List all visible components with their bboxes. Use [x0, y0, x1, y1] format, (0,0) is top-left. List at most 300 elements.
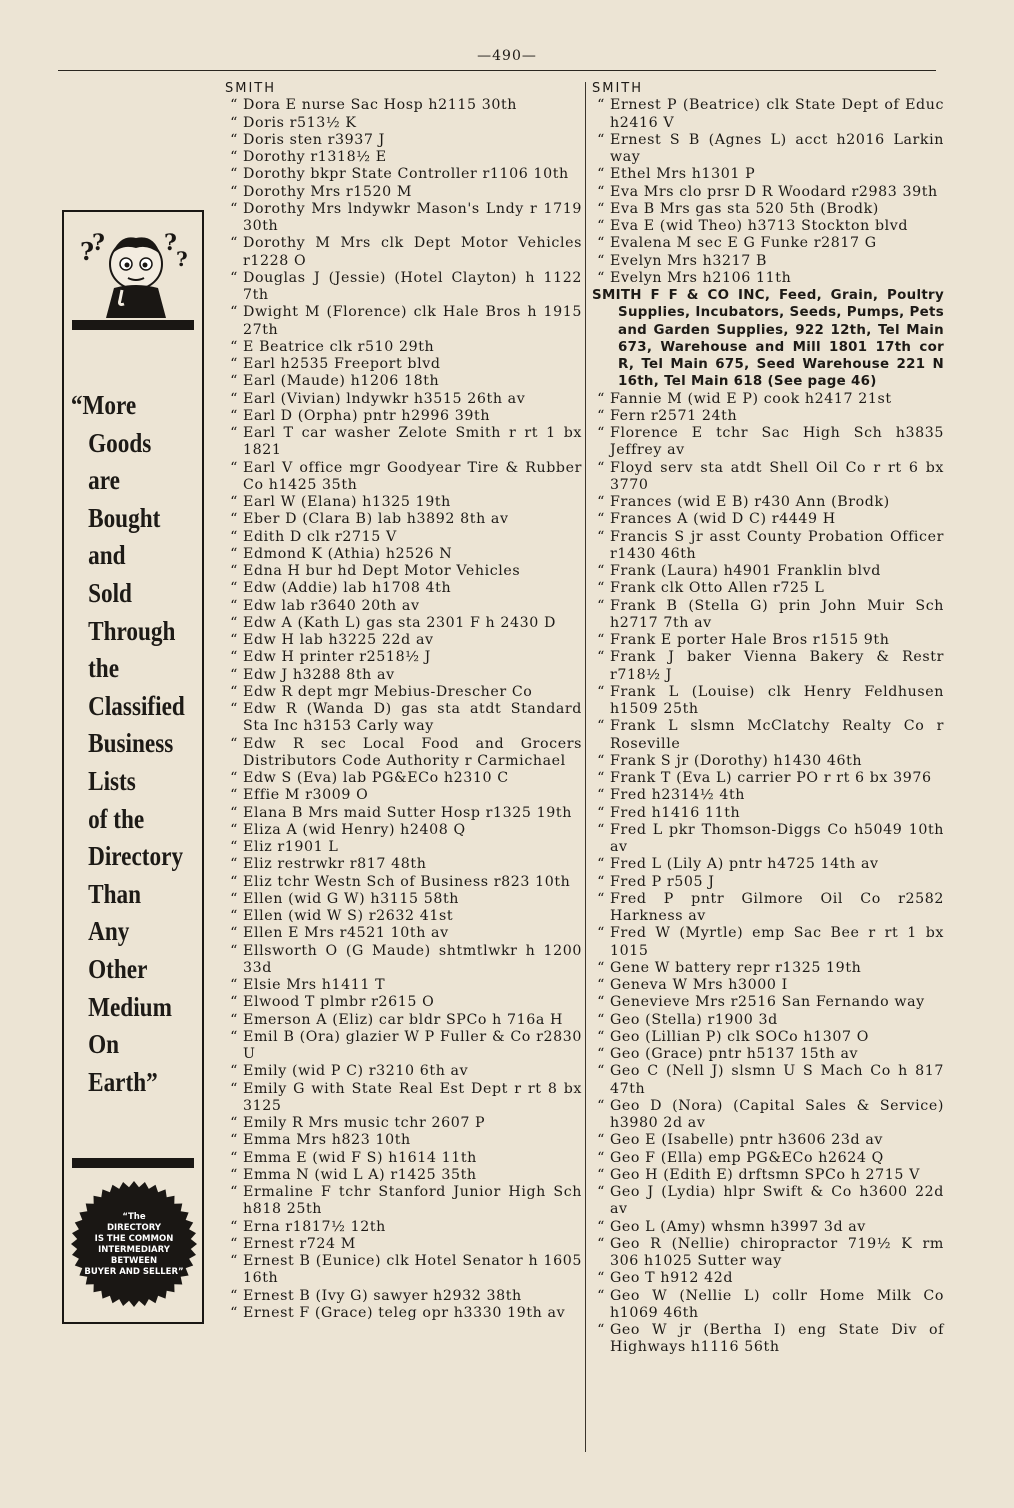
ad-slogan — [64, 387, 183, 1101]
entry-text: Fern r2571 24th — [610, 407, 738, 424]
ditto-mark: “ — [230, 563, 238, 579]
ditto-mark: “ — [230, 528, 238, 545]
directory-entry — [225, 925, 582, 942]
directory-entry — [225, 546, 582, 563]
entry-text: Dorothy bkpr State Controller r1106 10th — [243, 166, 569, 183]
entry-text: Geo (Grace) pntr h5137 15th av — [610, 1046, 859, 1062]
ditto-mark: “ — [230, 580, 238, 597]
ditto-mark: “ — [597, 1235, 605, 1252]
entry-text: Eliz restrwkr r817 48th — [243, 856, 427, 873]
slogan-line: of the — [88, 803, 145, 834]
directory-entry — [225, 580, 582, 597]
entry-text: Earl W (Elana) h1325 19th — [243, 494, 451, 510]
directory-entry — [592, 994, 944, 1011]
entry-text: Evelyn Mrs h2106 11th — [610, 269, 792, 286]
page-number: —490— — [477, 48, 537, 64]
entry-text: Douglas J (Jessie) (Hotel Clayton) h 1122 7th — [243, 269, 582, 303]
slogan-line: “More — [70, 390, 137, 420]
entry-text: Ethel Mrs h1301 P — [610, 166, 756, 183]
directory-entry — [592, 184, 944, 201]
entry-text: Fred L (Lily A) pntr h4725 14th av — [610, 856, 879, 873]
entry-text: Earl h2535 Freeport blvd — [243, 356, 441, 372]
ditto-mark: “ — [230, 856, 238, 873]
directory-entry — [592, 856, 944, 873]
ditto-mark: “ — [230, 1063, 238, 1080]
ditto-mark: “ — [597, 1132, 605, 1149]
entry-text: Geo (Lillian P) clk SOCo h1307 O — [610, 1028, 870, 1045]
directory-entry — [592, 270, 944, 287]
ditto-mark: “ — [597, 925, 605, 942]
directory-entry — [592, 460, 944, 495]
ditto-mark: “ — [597, 873, 605, 890]
ditto-mark: “ — [230, 269, 238, 286]
directory-entry — [225, 908, 582, 925]
directory-entry — [225, 304, 582, 339]
entry-text: Evelyn Mrs h3217 B — [610, 252, 768, 269]
entry-text: Geo R (Nellie) chiropractor 719½ K rm 306 h1025 Sutter way — [610, 1235, 944, 1269]
directory-entry — [592, 132, 944, 167]
directory-entry — [592, 649, 944, 684]
directory-entry — [225, 805, 582, 822]
entry-text: Ernest F (Grace) teleg opr h3330 19th av — [243, 1304, 566, 1321]
ditto-mark: “ — [597, 649, 605, 666]
directory-entry — [592, 1132, 944, 1149]
entry-text: Edw A (Kath L) gas sta 2301 F h 2430 D — [243, 614, 556, 631]
entry-text: Dorothy Mrs lndywkr Mason's Lndy r 1719 30th — [243, 200, 582, 234]
directory-entry — [592, 874, 944, 891]
ditto-mark: “ — [230, 666, 238, 683]
ditto-mark: “ — [230, 131, 238, 148]
directory-entry — [592, 494, 944, 511]
slogan-line: Bought — [88, 502, 161, 533]
ditto-mark: “ — [597, 1063, 605, 1080]
ditto-mark: “ — [230, 614, 238, 631]
directory-entry — [592, 787, 944, 804]
seal-line: INTERMEDIARY — [98, 1245, 170, 1255]
ditto-mark: “ — [597, 1097, 605, 1114]
ditto-mark: “ — [230, 1253, 238, 1269]
entry-text: Emily R Mrs music tchr 2607 P — [243, 1115, 486, 1131]
entry-text: Elana B Mrs maid Sutter Hosp r1325 19th — [243, 804, 572, 821]
ditto-mark: “ — [230, 304, 238, 321]
advertisement-box — [62, 210, 204, 1324]
slogan-line: Than — [88, 878, 142, 909]
entry-text: Frank clk Otto Allen r725 L — [610, 580, 825, 597]
directory-entry — [592, 1219, 944, 1236]
ditto-mark: “ — [597, 821, 605, 838]
ditto-mark: “ — [597, 528, 605, 545]
entry-text: Eber D (Clara B) lab h3892 8th av — [243, 511, 509, 528]
directory-entry — [592, 805, 944, 822]
ditto-mark: “ — [230, 149, 238, 165]
directory-entry — [225, 994, 582, 1011]
entry-text: Edw R dept mgr Mebius-Drescher Co — [243, 683, 533, 700]
ditto-mark: “ — [230, 701, 238, 717]
ditto-mark: “ — [230, 511, 238, 528]
left-entries-list — [225, 97, 582, 1322]
ditto-mark: “ — [597, 1166, 605, 1183]
entry-text: Fred W (Myrtle) emp Sac Bee r rt 1 bx 1015 — [610, 925, 944, 959]
directory-entry — [225, 736, 582, 771]
ditto-mark: “ — [230, 545, 238, 562]
ditto-mark: “ — [230, 1149, 238, 1166]
entry-text: Ernest S B (Agnes L) acct h2016 Larkin way — [610, 131, 944, 165]
entry-text: Fred h2314½ 4th — [610, 787, 745, 804]
ditto-mark: “ — [597, 1011, 605, 1028]
slogan-line: Lists — [88, 765, 136, 796]
directory-entry — [225, 874, 582, 891]
ditto-mark: “ — [230, 1184, 238, 1200]
directory-entry — [592, 511, 944, 528]
entry-text: Ellen (wid G W) h3115 58th — [243, 890, 459, 907]
slogan-line: Medium — [88, 991, 172, 1022]
ditto-mark: “ — [597, 131, 605, 148]
entry-text: Emma Mrs h823 10th — [243, 1132, 411, 1149]
ditto-mark: “ — [230, 839, 238, 855]
ditto-mark: “ — [230, 494, 238, 510]
directory-entry — [592, 1063, 944, 1098]
svg-text:?: ? — [92, 230, 105, 256]
ditto-mark: “ — [597, 597, 605, 614]
directory-entry — [592, 1012, 944, 1029]
slogan-line: are — [88, 465, 120, 496]
directory-entry — [592, 1236, 944, 1271]
ditto-mark: “ — [597, 1322, 605, 1338]
ditto-mark: “ — [597, 718, 605, 735]
ditto-mark: “ — [230, 804, 238, 821]
entry-text: Ernest P (Beatrice) clk State Dept of Educ h2416 V — [610, 97, 944, 131]
entry-text: Emily (wid P C) r3210 6th av — [243, 1063, 469, 1080]
entry-text: Earl (Maude) h1206 18th — [243, 373, 440, 390]
ditto-mark: “ — [230, 735, 238, 752]
directory-entry — [225, 1288, 582, 1305]
entry-text: Edw R sec Local Food and Grocers Distributors Code Authority r Carmichael — [243, 735, 582, 769]
ditto-mark: “ — [230, 114, 238, 131]
directory-entry — [225, 460, 582, 495]
directory-entry — [225, 615, 582, 632]
ditto-mark: “ — [230, 373, 238, 390]
seal-line: “The — [122, 1212, 146, 1222]
ditto-mark: “ — [230, 1011, 238, 1028]
directory-entry — [592, 770, 944, 787]
directory-entry — [592, 425, 944, 460]
entry-text: Dorothy Mrs r1520 M — [243, 183, 413, 200]
directory-entry — [225, 563, 582, 580]
ditto-mark: “ — [230, 390, 238, 407]
entry-text: Erna r1817½ 12th — [243, 1218, 386, 1235]
header-rule — [58, 70, 936, 71]
entry-text: Edw J h3288 8th av — [243, 666, 395, 683]
directory-entry — [592, 408, 944, 425]
ditto-mark: “ — [597, 770, 605, 786]
directory-entry — [225, 97, 582, 114]
ditto-mark: “ — [230, 459, 238, 476]
entry-text: Fred P pntr Gilmore Oil Co r2582 Harkness av — [610, 890, 944, 924]
directory-entry — [592, 1270, 944, 1287]
ditto-mark: “ — [230, 183, 238, 200]
directory-entry — [225, 132, 582, 149]
directory-entry — [225, 770, 582, 787]
ditto-mark: “ — [230, 925, 238, 942]
directory-entry — [225, 1150, 582, 1167]
entry-text: Frank T (Eva L) carrier PO r rt 6 bx 3976 — [610, 770, 932, 786]
directory-entry — [592, 598, 944, 633]
directory-entry — [225, 943, 582, 978]
directory-entry — [592, 977, 944, 994]
slogan-line: Any — [88, 916, 130, 947]
directory-entry — [592, 218, 944, 235]
slogan-line: Through — [88, 615, 176, 646]
slogan-line: Sold — [88, 577, 132, 608]
entry-text: Geo (Stella) r1900 3d — [610, 1011, 778, 1028]
ditto-mark: “ — [597, 804, 605, 821]
svg-text:?: ? — [176, 247, 188, 271]
entry-text: Geo J (Lydia) hlpr Swift & Co h3600 22d av — [610, 1184, 944, 1218]
entry-text: Evalena M sec E G Funke r2817 G — [610, 235, 877, 252]
column-divider — [585, 82, 586, 1452]
ditto-mark: “ — [597, 511, 605, 528]
entry-text: Elwood T plmbr r2615 O — [243, 994, 435, 1011]
directory-entry — [592, 718, 944, 753]
ditto-mark: “ — [230, 649, 238, 666]
ditto-mark: “ — [597, 580, 605, 597]
entry-text: Earl V office mgr Goodyear Tire & Rubber Co h1425 35th — [243, 459, 582, 493]
entry-text: Ernest B (Ivy G) sawyer h2932 38th — [243, 1287, 522, 1304]
entry-text: Ellen E Mrs r4521 10th av — [243, 925, 449, 942]
entry-text: Frank L (Louise) clk Henry Feldhusen h1509 25th — [610, 683, 944, 717]
directory-entry — [225, 701, 582, 736]
ditto-mark: “ — [597, 1218, 605, 1235]
entry-text: Genevieve Mrs r2516 San Fernando way — [610, 994, 925, 1011]
ditto-mark: “ — [597, 890, 605, 907]
directory-entry — [592, 563, 944, 580]
directory-entry — [225, 787, 582, 804]
ditto-mark: “ — [230, 97, 238, 114]
directory-entry — [225, 149, 582, 166]
ditto-mark: “ — [597, 959, 605, 976]
directory-entry — [592, 1167, 944, 1184]
entry-text: Floyd serv sta atdt Shell Oil Co r rt 6 bx 3770 — [610, 459, 944, 493]
entry-text: Emma N (wid L A) r1425 35th — [243, 1166, 477, 1183]
directory-entry — [225, 1012, 582, 1029]
left-column — [225, 80, 582, 1322]
entry-text: Fannie M (wid E P) cook h2417 21st — [610, 390, 892, 407]
entry-text: Geo T h912 42d — [610, 1270, 734, 1287]
entry-text: Eliza A (wid Henry) h2408 Q — [243, 821, 466, 838]
entry-text: Geo C (Nell J) slsmn U S Mach Co h 817 47th — [610, 1063, 944, 1097]
ditto-mark: “ — [597, 494, 605, 510]
entry-text: SMITH F F & CO INC, Feed, Grain, Poultry Supplies, Incubators, Seeds, Pumps, Pets and Garden Supplies, 922 12th, Tel Main 673, Warehouse and Mill 1801 17th cor R, Tel Main 675, Seed Warehouse 221 N 16th, Tel Main 618 (See page 46) — [592, 288, 944, 390]
entry-text: Earl (Vivian) lndywkr h3515 26th av — [243, 390, 526, 407]
ditto-mark: “ — [230, 1218, 238, 1235]
slogan-line: Goods — [88, 427, 152, 458]
directory-entry — [592, 1184, 944, 1219]
directory-entry — [225, 270, 582, 305]
column-header: SMITH — [225, 81, 277, 96]
ditto-mark: “ — [597, 683, 605, 700]
entry-text: Geo W (Nellie L) collr Home Milk Co h1069 46th — [610, 1287, 944, 1321]
directory-entry — [592, 166, 944, 183]
entry-text: Dwight M (Florence) clk Hale Bros h 1915 27th — [243, 304, 582, 338]
directory-entry — [592, 1150, 944, 1167]
entry-text: Emerson A (Eliz) car bldr SPCo h 716a H — [243, 1011, 564, 1028]
ditto-mark: “ — [230, 1235, 238, 1252]
directory-entry — [592, 201, 944, 218]
ditto-mark: “ — [597, 407, 605, 424]
ad-divider-bottom — [72, 1158, 194, 1168]
directory-entry — [592, 1046, 944, 1063]
directory-entry — [225, 1167, 582, 1184]
directory-entry — [592, 632, 944, 649]
entry-text: Ernest B (Eunice) clk Hotel Senator h 1605 16th — [243, 1253, 582, 1287]
directory-entry — [592, 1322, 944, 1357]
directory-entry — [225, 977, 582, 994]
ditto-mark: “ — [230, 235, 238, 252]
ditto-mark: “ — [230, 787, 238, 804]
slogan-line: Classified — [88, 690, 185, 721]
entry-text: Dorothy M Mrs clk Dept Motor Vehicles r1228 O — [243, 235, 582, 269]
slogan-line: and — [88, 540, 126, 571]
entry-text: Earl D (Orpha) pntr h2996 39th — [243, 407, 491, 424]
ditto-mark: “ — [230, 356, 238, 372]
seal-line: BUYER AND SELLER” — [84, 1267, 184, 1277]
business-listing — [592, 287, 944, 391]
directory-entry — [592, 391, 944, 408]
directory-entry — [225, 235, 582, 270]
entry-text: Ellen (wid W S) r2632 41st — [243, 908, 454, 924]
entry-text: Eva E (wid Theo) h3713 Stockton blvd — [610, 218, 909, 234]
entry-text: Frank S jr (Dorothy) h1430 46th — [610, 752, 863, 769]
directory-entry — [225, 201, 582, 236]
directory-entry — [225, 649, 582, 666]
entry-text: Eliz tchr Westn Sch of Business r823 10th — [243, 873, 571, 890]
entry-text: Fred L pkr Thomson-Diggs Co h5049 10th av — [610, 821, 944, 855]
column-header: SMITH — [592, 81, 644, 96]
directory-entry — [225, 373, 582, 390]
slogan-line: Directory — [88, 841, 184, 872]
seal-line: BETWEEN — [110, 1256, 158, 1266]
slogan-line: Earth” — [88, 1066, 158, 1097]
ditto-mark: “ — [597, 1028, 605, 1045]
directory-entry — [592, 235, 944, 252]
ditto-mark: “ — [230, 407, 238, 424]
directory-entry — [225, 1253, 582, 1288]
entry-text: Florence E tchr Sac High Sch h3835 Jeffrey av — [610, 425, 944, 459]
ditto-mark: “ — [597, 97, 605, 114]
entry-text: Dora E nurse Sac Hosp h2115 30th — [243, 97, 518, 114]
entry-text: Edw H lab h3225 22d av — [243, 632, 434, 648]
directory-entry — [225, 166, 582, 183]
entry-text: Frank J baker Vienna Bakery & Restr r718½ J — [610, 649, 944, 683]
ditto-mark: “ — [597, 166, 605, 183]
directory-entry — [592, 1288, 944, 1323]
entry-text: Geo E (Isabelle) pntr h3606 23d av — [610, 1132, 884, 1149]
ditto-mark: “ — [597, 459, 605, 476]
directory-entry — [225, 356, 582, 373]
directory-entry — [225, 339, 582, 356]
directory-entry — [592, 529, 944, 564]
directory-entry — [225, 1184, 582, 1219]
ditto-mark: “ — [597, 218, 605, 234]
right-entries-list — [592, 97, 944, 1356]
directory-entry — [225, 667, 582, 684]
svg-text:?: ? — [80, 237, 95, 266]
ditto-mark: “ — [597, 1270, 605, 1287]
ditto-mark: “ — [230, 873, 238, 890]
entry-text: Doris sten r3937 J — [243, 131, 385, 148]
ditto-mark: “ — [597, 1046, 605, 1062]
ditto-mark: “ — [597, 183, 605, 200]
directory-entry — [225, 391, 582, 408]
puzzled-boy-cartoon-icon — [76, 226, 194, 318]
entry-text: Edmond K (Athia) h2526 N — [243, 545, 453, 562]
directory-entry — [592, 253, 944, 270]
entry-text: Frances A (wid D C) r4449 H — [610, 511, 836, 528]
entry-text: Doris r513½ K — [243, 114, 357, 131]
ditto-mark: “ — [597, 390, 605, 407]
slogan-line: Business — [88, 728, 174, 759]
ditto-mark: “ — [597, 632, 605, 648]
entry-text: Ermaline F tchr Stanford Junior High Sch h818 25th — [243, 1184, 582, 1218]
entry-text: Dorothy r1318½ E — [243, 149, 387, 165]
entry-text: Geo W jr (Bertha I) eng State Div of Highways h1116 56th — [610, 1322, 944, 1356]
ad-divider-top — [72, 320, 194, 330]
ditto-mark: “ — [230, 683, 238, 700]
entry-text: Emil B (Ora) glazier W P Fuller & Co r2830 U — [243, 1028, 582, 1062]
directory-entry — [592, 960, 944, 977]
entry-text: Emma E (wid F S) h1614 11th — [243, 1149, 477, 1166]
directory-entry — [592, 822, 944, 857]
ditto-mark: “ — [597, 235, 605, 252]
directory-entry — [225, 1029, 582, 1064]
entry-text: Elsie Mrs h1411 T — [243, 977, 386, 993]
seal-line: IS THE COMMON — [94, 1234, 174, 1244]
directory-entry — [225, 632, 582, 649]
entry-text: Eva Mrs clo prsr D R Woodard r2983 39th — [610, 183, 938, 200]
entry-text: Geo F (Ella) emp PG&ECo h2624 Q — [610, 1149, 884, 1166]
ditto-mark: “ — [230, 1166, 238, 1183]
directory-entry — [225, 425, 582, 460]
entry-text: Frank L slsmn McClatchy Realty Co r Roseville — [610, 718, 944, 752]
entry-text: Geneva W Mrs h3000 I — [610, 977, 788, 993]
directory-entry — [225, 494, 582, 511]
entry-text: Geo H (Edith E) drftsmn SPCo h 2715 V — [610, 1166, 921, 1183]
directory-entry — [225, 115, 582, 132]
slogan-line: Other — [88, 953, 148, 984]
entry-text: Geo L (Amy) whsmn h3997 3d av — [610, 1218, 866, 1235]
directory-entry — [592, 684, 944, 719]
entry-text: Edw lab r3640 20th av — [243, 597, 420, 614]
ditto-mark: “ — [230, 200, 238, 217]
directory-entry — [592, 753, 944, 770]
directory-entry — [225, 598, 582, 615]
ditto-mark: “ — [230, 977, 238, 993]
entry-text: Edw S (Eva) lab PG&ECo h2310 C — [243, 770, 509, 786]
directory-entry — [592, 925, 944, 960]
ditto-mark: “ — [597, 1184, 605, 1200]
directory-entry — [592, 891, 944, 926]
directory-entry — [225, 839, 582, 856]
ditto-mark: “ — [230, 890, 238, 907]
ditto-mark: “ — [597, 856, 605, 873]
entry-text: Gene W battery repr r1325 19th — [610, 959, 862, 976]
directory-entry — [225, 1115, 582, 1132]
entry-text: Edith D clk r2715 V — [243, 528, 397, 545]
entry-text: Frances (wid E B) r430 Ann (Brodk) — [610, 494, 890, 510]
entry-text: Edw (Addie) lab h1708 4th — [243, 580, 452, 597]
directory-entry — [225, 684, 582, 701]
ditto-mark: “ — [230, 597, 238, 614]
